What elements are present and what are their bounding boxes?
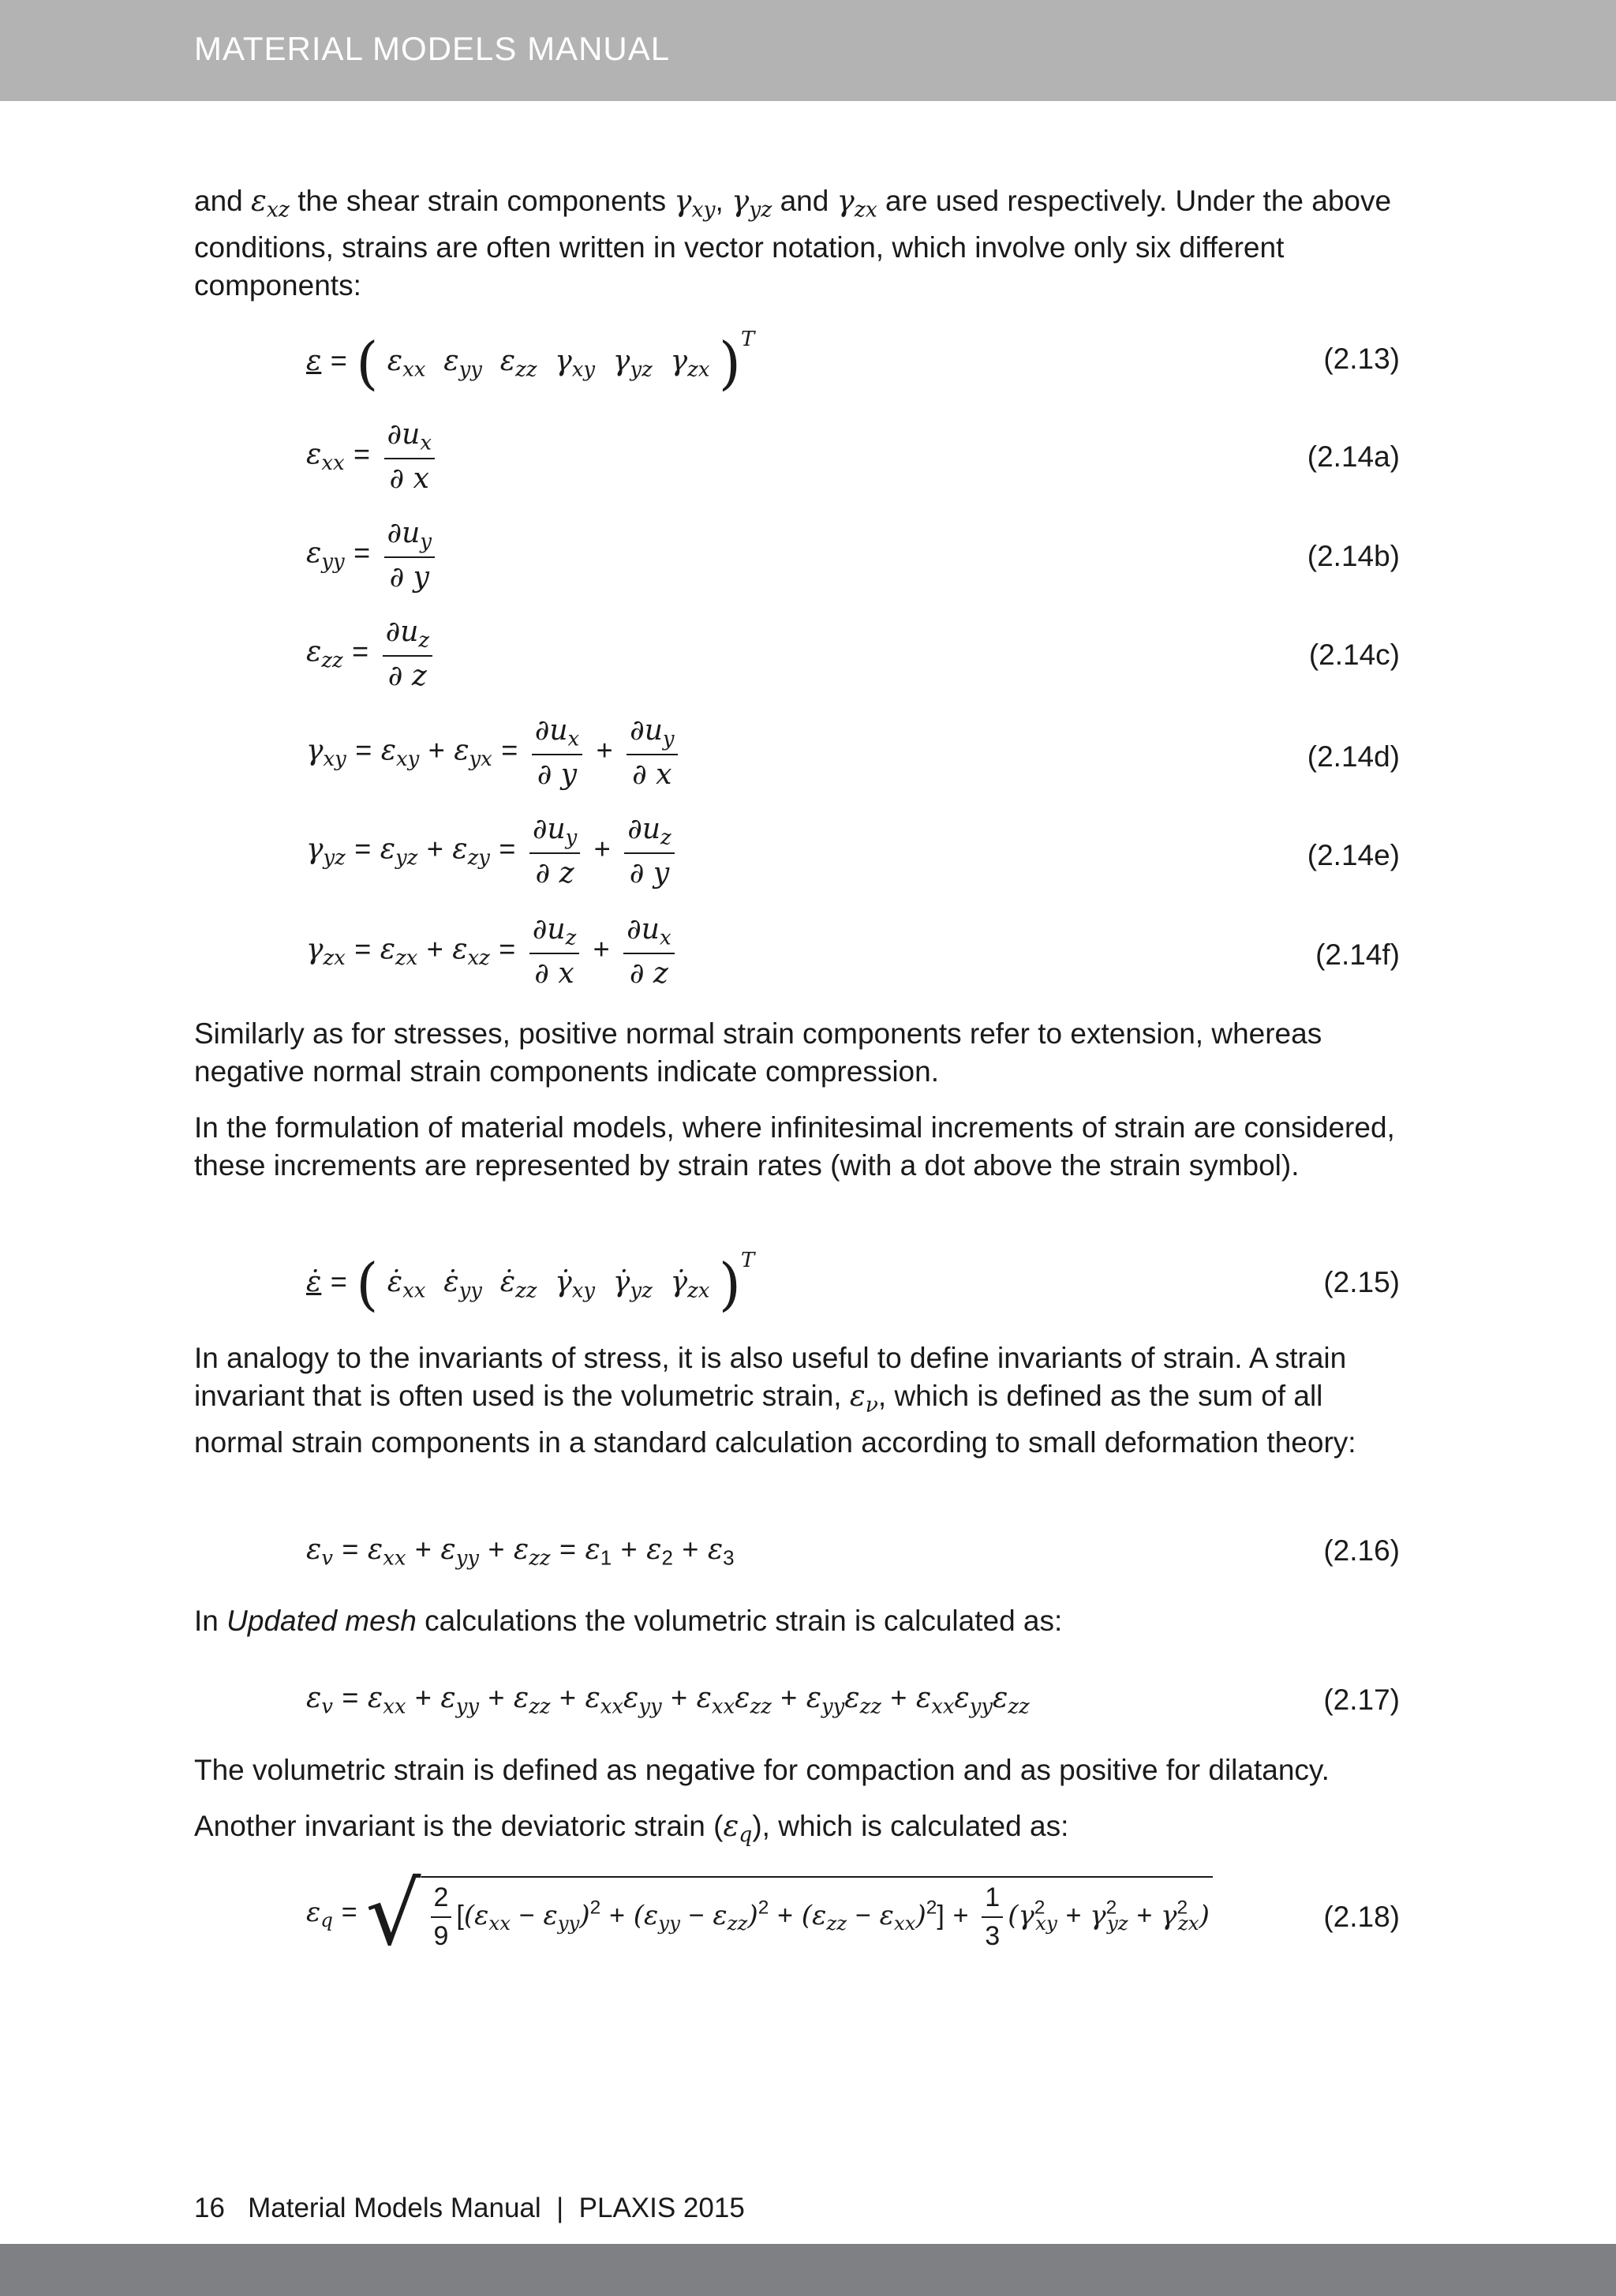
paragraph-intro: and $\varepsilon_{xz}$ the shear strain components $\gamma_{xy}$, $\gamma_{yz}$ and $\gamma_{zx}$ are used respectively. Under the above conditions, strains are often written in vector notation, which involve only six different components: (194, 184, 1392, 302)
equation-number: (2.13) (1323, 343, 1400, 375)
paragraph-deviatoric-strain: Another invariant is the deviatoric strain $(\varepsilon_q)$, which is calculated as: (194, 1809, 1069, 1848)
equation-number: (2.14d) (1307, 740, 1400, 773)
page-footer-text: 16 Material Models Manual | PLAXIS 2015 (194, 2193, 745, 2223)
equation-number: (2.14c) (1308, 639, 1400, 671)
equation-number: (2.18) (1323, 1901, 1400, 1933)
paragraph-volumetric-strain: In analogy to the invariants of stress, it is also useful to define invariants of strain. A strain invariant that is often used is the volumetric strain, $\varepsilon_\nu$, which is defined as the sum of all normal strain components in a standard calculation according to small deformation theory: (194, 1342, 1356, 1459)
equation-2-14b: $\varepsilon_{yy}$ = $\frac{\partial u_y}{\partial y}$ (306, 517, 440, 594)
equation-2-14e: $\gamma_{yz} = \varepsilon_{yz} + \varepsilon_{zy}$ = $\frac{\partial u_y}{\partial z}$ + $\frac{\partial u_z}{\partial y}$ (306, 813, 679, 890)
equation-2-17: $\varepsilon_v = \varepsilon_{xx} + \varepsilon_{yy} + \varepsilon_{zz} + \varepsilon_{xx}\varepsilon_{yy} + \varepsilon_{xx}\varepsilon_{zz} + \varepsilon_{yy}\varepsilon_{zz} + \varepsilon_{xx}\varepsilon_{yy}\varepsilon_{zz}$ (306, 1681, 1030, 1719)
equation-number: (2.14a) (1307, 440, 1400, 473)
paragraph-strain-rates: In the formulation of material models, where infinitesimal increments of strain are considered, these increments are represented by strain rates (with a dot above the strain symbol). (194, 1111, 1395, 1182)
equation-2-14c: $\varepsilon_{zz}$ = $\frac{\partial u_z}{\partial z}$ (306, 616, 437, 692)
paragraph-volumetric-sign: The volumetric strain is defined as negative for compaction and as positive for dilatancy. (194, 1754, 1330, 1786)
equation-number: (2.14e) (1307, 839, 1400, 871)
equation-number: (2.14b) (1307, 540, 1400, 572)
equation-2-18: $\varepsilon_q$ = √ $\frac{2}{9}$ $[(\varepsilon_{xx} - \varepsilon_{yy})^2 + (\varepsilon_{yy} - \varepsilon_{zz})^2 + (\varepsilon_{zz} - \varepsilon_{xx})^2]$ + $\frac{1}{3}$ $(\gamma^2_{xy} + \gamma^2_{yz} + \gamma^2_{zx})$ (306, 1871, 1213, 1957)
equation-2-14d: $\gamma_{xy} = \varepsilon_{xy} + \varepsilon_{yx}$ = $\frac{\partial u_x}{\partial y}$ + $\frac{\partial u_y}{\partial x}$ (306, 714, 683, 791)
equation-2-14f: $\gamma_{zx} = \varepsilon_{zx} + \varepsilon_{xz}$ = $\frac{\partial u_z}{\partial x}$ + $\frac{\partial u_x}{\partial z}$ (306, 913, 679, 990)
paragraph-strain-sign: Similarly as for stresses, positive normal strain components refer to extension, whereas negative normal strain components indicate compression. (194, 1017, 1322, 1088)
paragraph-updated-mesh: In Updated mesh calculations the volumetric strain is calculated as: (194, 1605, 1063, 1637)
equation-number: (2.14f) (1315, 938, 1400, 971)
equation-number: (2.16) (1323, 1534, 1400, 1567)
equation-number: (2.15) (1323, 1266, 1400, 1298)
equation-2-14a: $\varepsilon_{xx}$ = $\frac{\partial u_x}{\partial x}$ (306, 418, 440, 495)
equation-number: (2.17) (1323, 1684, 1400, 1716)
equation-2-16: $\varepsilon_v = \varepsilon_{xx} + \varepsilon_{yy} + \varepsilon_{zz} = \varepsilon_1 + \varepsilon_2 + \varepsilon_3$ (306, 1533, 735, 1571)
footer-bar (0, 2244, 1616, 2296)
header-title: MATERIAL MODELS MANUAL (194, 30, 671, 67)
equation-2-15: ε̇ = ( $\varepsiloṅ_{xx}$ $\varepsiloṅ_{yy}$ $\varepsiloṅ_{zz}$ $\gammȧ_{xy}$ $\gammȧ_{yz}$ $\gammȧ_{zx}$ )$^T$ (306, 1249, 755, 1318)
page-header (0, 0, 1616, 101)
equation-2-13: ε = ( $\varepsilon_{xx}$ $\varepsilon_{yy}$ $\varepsilon_{zz}$ $\gamma_{xy}$ $\gamma_{yz}$ $\gamma_{zx}$ )$^T$ (306, 328, 755, 397)
